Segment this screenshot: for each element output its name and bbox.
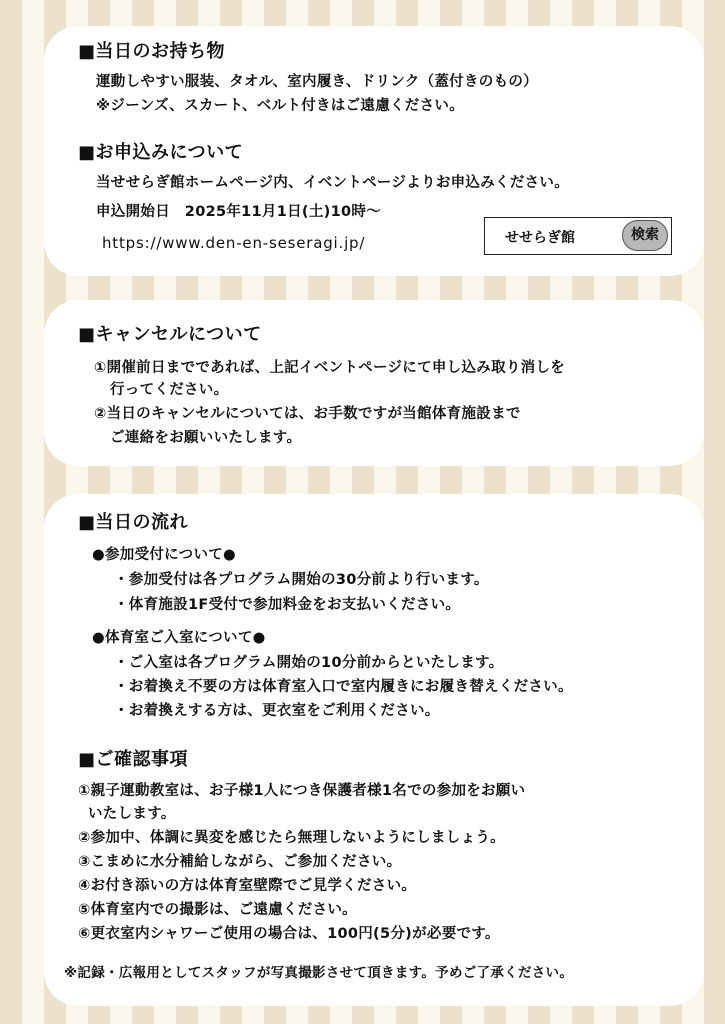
belongings-heading: ■当日のお持ち物 (78, 41, 226, 62)
belongings-note: ※ジーンズ、スカート、ベルト付きはご遠慮ください。 (96, 98, 464, 114)
search-button[interactable]: 検索 (622, 220, 668, 251)
cancel-line: ①開催前日までであれば、上記イベントページにて申し込み取り消しを (94, 360, 566, 376)
confirm-line: ⑤体育室内での撮影は、ご遠慮ください。 (78, 902, 357, 918)
search-input[interactable]: せせらぎ館 (505, 230, 575, 246)
entry-item: ・お着換え不要の方は体育室入口で室内履きにお履き替えください。 (114, 679, 573, 695)
cancel-line: 行ってください。 (110, 382, 229, 398)
flow-heading: ■当日の流れ (78, 512, 189, 533)
website-url-link[interactable]: https://www.den-en-seseragi.jp/ (102, 234, 366, 252)
reception-item: ・体育施設1F受付で参加料金をお支払いください。 (114, 597, 461, 613)
confirm-line: いたします。 (88, 806, 176, 822)
cancel-line: ②当日のキャンセルについては、お手数ですが当館体育施設まで (94, 406, 521, 422)
confirm-heading: ■ご確認事項 (78, 749, 189, 770)
confirm-line: ②参加中、体調に異変を感じたら無理しないようにしましょう。 (78, 830, 505, 846)
application-start-date: 申込開始日 2025年11月1日(土)10時～ (96, 204, 381, 220)
photo-footnote: ※記録・広報用としてスタッフが写真撮影させて頂きます。予めご了承ください。 (64, 965, 574, 981)
cancel-heading: ■キャンセルについて (78, 324, 262, 345)
reception-title: ●参加受付について● (92, 547, 237, 563)
confirm-line: ①親子運動教室は、お子様1人につき保護者様1名での参加をお願い (78, 783, 526, 799)
entry-item: ・お着換えする方は、更衣室をご利用ください。 (114, 703, 440, 719)
reception-item: ・参加受付は各プログラム開始の30分前より行います。 (114, 572, 489, 588)
entry-item: ・ご入室は各プログラム開始の10分前からといたします。 (114, 655, 504, 671)
confirm-line: ⑥更衣室内シャワーご使用の場合は、100円(5分)が必要です。 (78, 926, 500, 942)
application-heading: ■お申込みについて (78, 142, 244, 163)
confirm-line: ④お付き添いの方は体育室壁際でご見学ください。 (78, 878, 417, 894)
cancel-line: ご連絡をお願いいたします。 (110, 430, 302, 446)
search-box[interactable] (484, 217, 672, 255)
application-line: 当せせらぎ館ホームページ内、イベントページよりお申込みください。 (96, 175, 570, 191)
belongings-application-card (44, 26, 704, 276)
flow-confirm-card (44, 494, 704, 1006)
cancel-card (44, 300, 704, 466)
confirm-line: ③こまめに水分補給しながら、ご参加ください。 (78, 854, 402, 870)
entry-title: ●体育室ご入室について● (92, 630, 266, 646)
belongings-line: 運動しやすい服装、タオル、室内履き、ドリンク（蓋付きのもの） (96, 74, 538, 90)
